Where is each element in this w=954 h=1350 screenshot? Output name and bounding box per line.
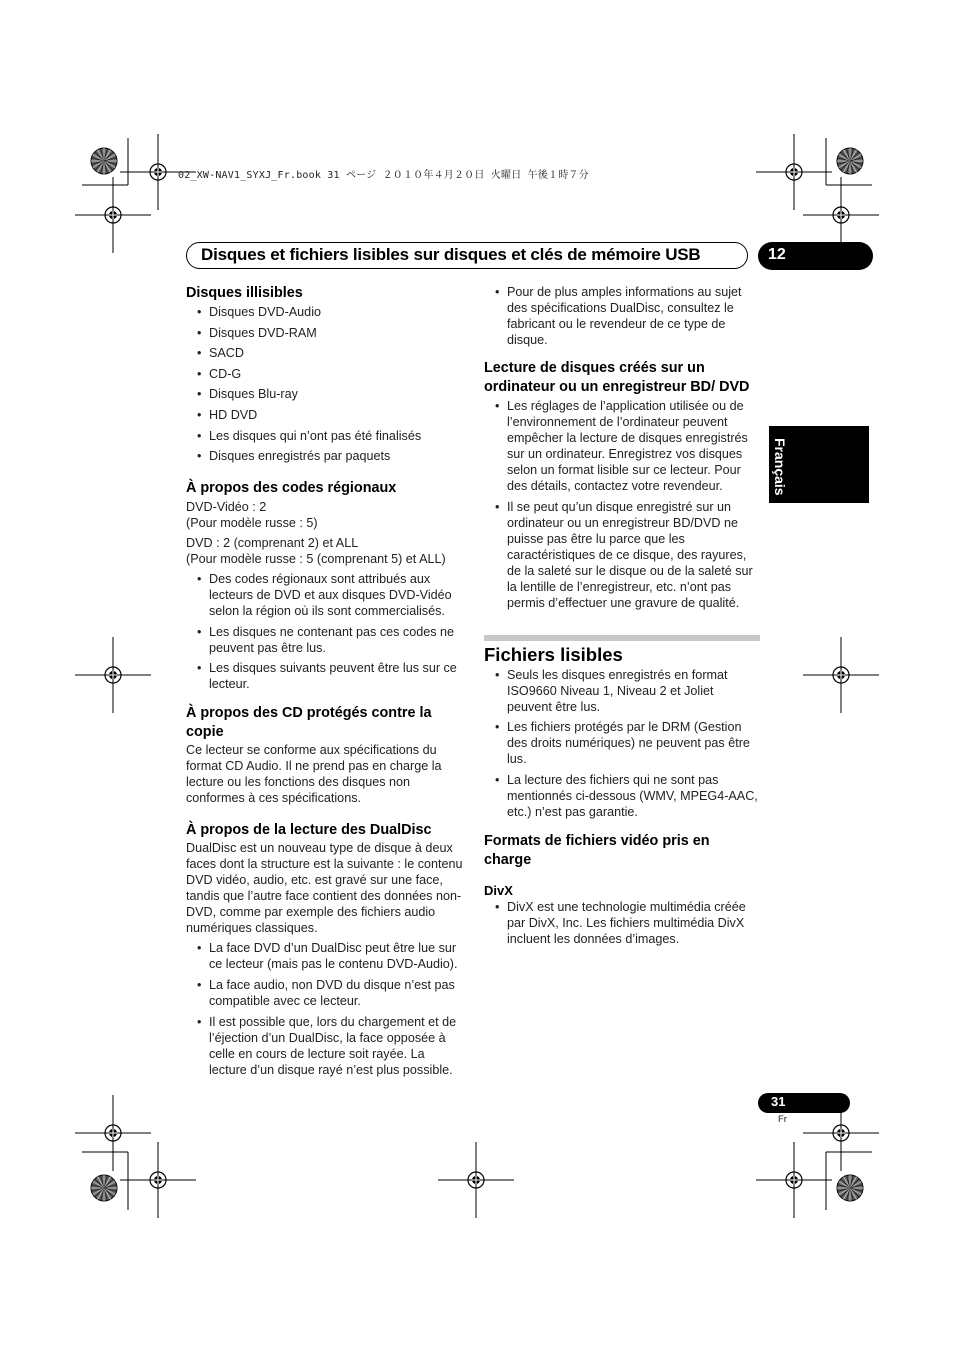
list-item: • DivX est une technologie multimédia créée par DivX, Inc. Les fichiers multimédia DivX incluent les données d’images. xyxy=(484,899,760,947)
section-divider xyxy=(484,635,760,641)
list-item: • Les fichiers protégés par le DRM (Gestion des droits numériques) ne peuvent pas être lus. xyxy=(484,719,760,767)
section-heading-dualdisc: À propos de la lecture des DualDisc xyxy=(186,822,432,839)
region-code-line: DVD-Vidéo : 2 xyxy=(186,500,267,515)
crosshair-icon xyxy=(756,134,832,210)
list-item: • Disques Blu-ray xyxy=(186,386,464,402)
list-item: • La face DVD d’un DualDisc peut être lue sur ce lecteur (mais pas le contenu DVD-Audio). xyxy=(186,940,464,972)
registration-star-icon xyxy=(837,1175,863,1201)
language-tab-label: Français xyxy=(772,438,788,496)
list-item: • Les disques ne contenant pas ces codes ne peuvent pas être lus. xyxy=(186,624,464,656)
list-item: • Disques DVD-Audio xyxy=(186,304,464,320)
list-item: • Pour de plus amples informations au sujet des spécifications DualDisc, consultez le fabricant ou le revendeur de ce type de disque. xyxy=(484,284,760,348)
crosshair-icon xyxy=(75,1095,151,1171)
region-code-line: DVD : 2 (comprenant 2) et ALL xyxy=(186,536,359,551)
section-heading-unreadable-discs: Disques illisibles xyxy=(186,285,303,301)
list-item: • Des codes régionaux sont attribués aux lecteurs de DVD et aux disques DVD-Vidéo selon la région où ils sont commercialisés. xyxy=(186,571,464,619)
registration-star-icon xyxy=(91,1175,117,1201)
left-column xyxy=(186,284,464,1082)
list-item: • Les réglages de l’application utilisée ou de l’environnement de l’ordinateur peuvent empêcher la lecture de disques enregistrés sur un ordinateur. Enregistrez vos disques selon un format lisible sur ce lecteur. Pour des détails, contactez votre revendeur. xyxy=(484,398,760,494)
divx-list xyxy=(484,899,760,947)
region-code-line: (Pour modèle russe : 5) xyxy=(186,516,318,531)
list-item: • Les disques suivants peuvent être lus sur ce lecteur. xyxy=(186,660,464,692)
section-heading-region-codes: À propos des codes régionaux xyxy=(186,480,397,497)
region-codes-list xyxy=(186,571,464,692)
section-heading-copy-protected-cd: À propos des CD protégés contre la copie xyxy=(186,705,432,741)
region-code-line: (Pour modèle russe : 5 (comprenant 5) et ALL) xyxy=(186,552,446,567)
section-heading-video-formats: Formats de fichiers vidéo pris en charge xyxy=(484,832,710,868)
crosshair-icon xyxy=(803,637,879,713)
chapter-number: 12 xyxy=(768,246,786,263)
right-column xyxy=(484,284,760,951)
section-heading-computer-recorded-discs: Lecture de disques créés sur un ordinateur ou un enregistreur BD/ DVD xyxy=(484,360,750,395)
computer-recorded-list xyxy=(484,398,760,611)
page-number: 31 xyxy=(771,1094,786,1109)
list-item: • Disques DVD-RAM xyxy=(186,325,464,341)
crosshair-icon xyxy=(75,177,151,253)
copy-protected-cd-body: Ce lecteur se conforme aux spécifications du format CD Audio. Il ne prend pas en charge la lecture ou les fonctions des disques non conformes à ces spécifications. xyxy=(186,743,442,806)
dualdisc-continued-list xyxy=(484,284,760,348)
registration-star-icon xyxy=(91,148,117,174)
list-item: • CD-G xyxy=(186,366,464,382)
playable-files-list xyxy=(484,667,760,820)
print-header: 02_XW-NAV1_SYXJ_Fr.book 31 ページ ２０１０年４月２０日 火曜日 午後１時７分 xyxy=(178,170,589,181)
chapter-title: Disques et fichiers lisibles sur disques et clés de mémoire USB xyxy=(201,245,701,264)
list-item: • Seuls les disques enregistrés en format ISO9660 Niveau 1, Niveau 2 et Joliet peuvent être lus. xyxy=(484,667,760,715)
section-heading-playable-files: Fichiers lisibles xyxy=(484,643,623,665)
list-item: • La lecture des fichiers qui ne sont pas mentionnés ci-dessous (WMV, MPEG4-AAC, etc.) n’est pas garantie. xyxy=(484,772,760,820)
list-item: • Disques enregistrés par paquets xyxy=(186,448,464,464)
unreadable-discs-list xyxy=(186,304,464,464)
list-item: • HD DVD xyxy=(186,407,464,423)
crosshair-icon xyxy=(438,1142,514,1218)
list-item: • SACD xyxy=(186,345,464,361)
list-item: • Il est possible que, lors du chargement et de l’éjection d’un DualDisc, la face opposée à celle en cours de lecture soit rayée. La lecture d’un disque rayé n’est plus possible. xyxy=(186,1014,464,1078)
crosshair-icon xyxy=(756,1142,832,1218)
list-item: • La face audio, non DVD du disque n’est pas compatible avec ce lecteur. xyxy=(186,977,464,1009)
registration-star-icon xyxy=(837,148,863,174)
crosshair-icon xyxy=(120,1142,196,1218)
dualdisc-list xyxy=(186,940,464,1077)
dualdisc-body: DualDisc est un nouveau type de disque à deux faces dont la structure est la suivante : le contenu DVD vidéo, audio, etc. est gravé sur une face, tandis que l’autre face contient des données non-DVD, comme par exemple des fichiers audio numériques classiques. xyxy=(186,841,463,936)
subheading-divx: DivX xyxy=(484,882,513,898)
list-item: • Les disques qui n’ont pas été finalisés xyxy=(186,428,464,444)
page-language-code: Fr xyxy=(778,1114,787,1125)
list-item: • Il se peut qu’un disque enregistré sur un ordinateur ou un enregistreur BD/DVD ne puisse pas être lu parce que les caractéristiques de ce disque, des rayures, de la saleté sur le disque ou de la saleté sur la lentille de l’enregistreur, etc. n’ont pas permis d’effectuer une gravure de qualité. xyxy=(484,499,760,611)
crosshair-icon xyxy=(75,637,151,713)
